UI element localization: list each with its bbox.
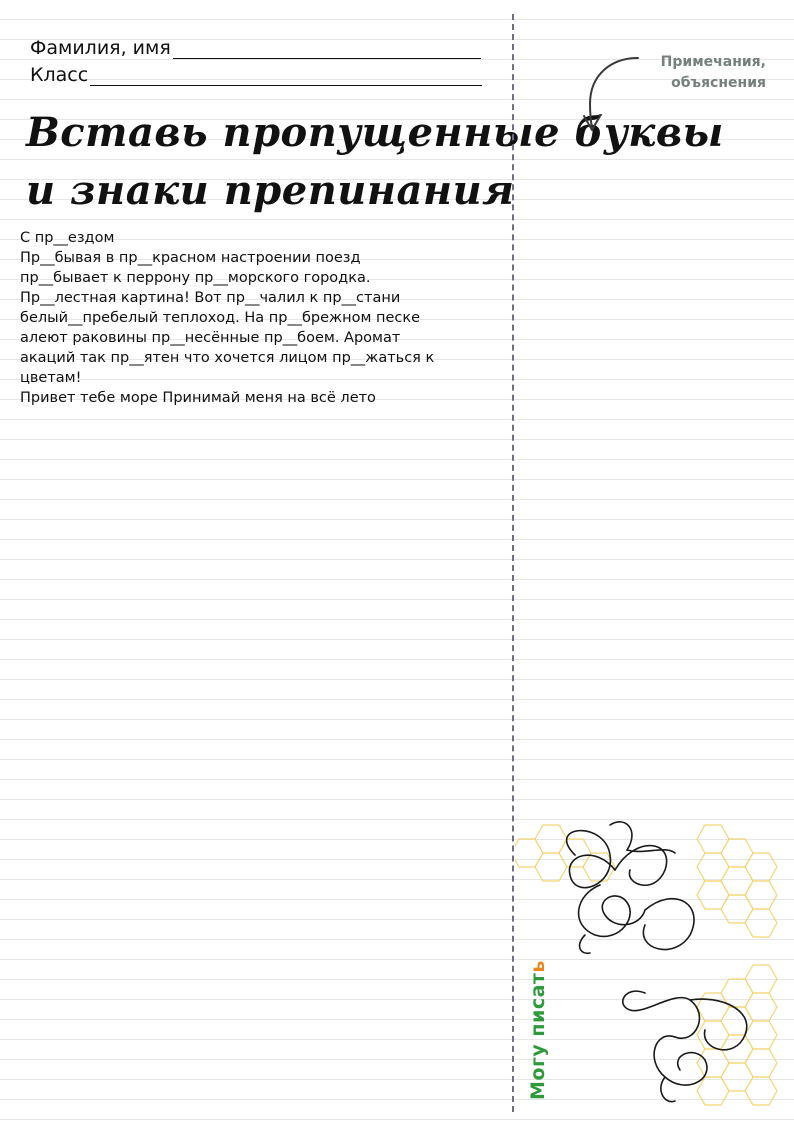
task-title-line: и знаки препинания bbox=[26, 167, 515, 214]
task-line: алеют раковины пр__несённые пр__боем. Аромат bbox=[20, 330, 401, 346]
surname-label: Фамилия, имя bbox=[30, 37, 171, 59]
surname-line bbox=[173, 38, 481, 59]
brand-text: Могу писат bbox=[527, 972, 549, 1100]
surname-field[interactable] bbox=[30, 33, 481, 59]
task-line: белый__пребелый теплоход. На пр__брежном песке bbox=[20, 310, 421, 326]
task-line: пр__бывает к перрону пр__морского городка. bbox=[20, 270, 371, 286]
task-line: Пр__лестная картина! Вот пр__чалил к пр__стани bbox=[20, 290, 401, 306]
task-line: С пр__ездом bbox=[20, 230, 115, 246]
curved-arrow-down-icon bbox=[578, 52, 642, 136]
task-title-line: Вставь пропущенные буквы bbox=[26, 109, 724, 156]
notes-heading-line: объяснения bbox=[671, 75, 766, 91]
task-line: Пр__бывая в пр__красном настроении поезд bbox=[20, 250, 361, 266]
brand-accent-letter: ь bbox=[527, 960, 549, 973]
class-field[interactable] bbox=[30, 60, 482, 86]
task-line: Привет тебе море Принимай меня на всё лето bbox=[20, 390, 376, 406]
task-text bbox=[20, 228, 505, 408]
class-label: Класс bbox=[30, 64, 89, 86]
task-line: акаций так пр__ятен что хочется лицом пр__жаться к bbox=[20, 350, 435, 366]
brand-logo bbox=[527, 940, 557, 1100]
task-title bbox=[26, 104, 724, 220]
class-line bbox=[90, 65, 482, 86]
margin-divider bbox=[512, 14, 514, 1112]
notes-heading-line: Примечания, bbox=[660, 54, 766, 70]
bee-line-art bbox=[567, 822, 747, 1102]
task-line: цветам! bbox=[20, 370, 82, 386]
